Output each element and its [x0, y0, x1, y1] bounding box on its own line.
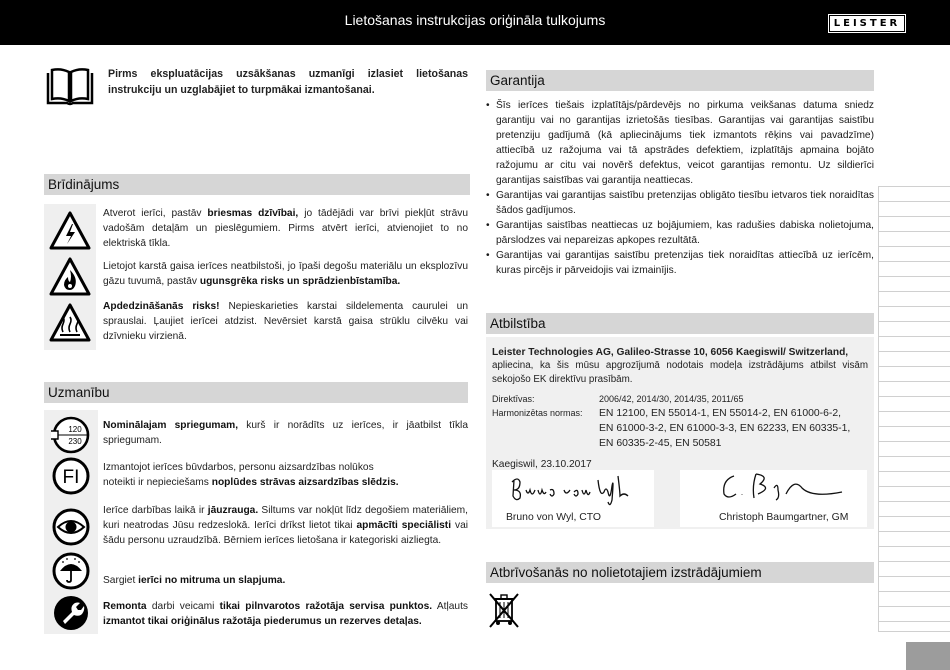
umbrella-moisture-icon	[46, 550, 96, 592]
warning-text-3: Apdedzināšanās risks! Nepieskarieties karstai sildelementa caurulei un sprauslai. Ļaujiet ierīcei atdzist. Nevērsiet karstā gaisa strūklu cilvēku vai dzīvnieku virzienā.	[103, 301, 469, 342]
list-item: • Garantijas vai garantijas saistību pretenzijas tiek noraidītas attiecībā uz ierīcēm, kuras pircējs ir pārveidojis vai izmainījis.	[486, 248, 874, 278]
guarantee-section-title: Garantija	[486, 70, 874, 91]
caution-text-3: Ierīce darbības laikā ir jāuzrauga. Siltums var nokļūt līdz degošiem materiāliem, kuri neatrodas Jūsu redzeslokā. Ierīci drīkst lietot tikai apmācīti speciālisti vai šādu personu uzraudzībā. Bērniem ierīces lietošana ir kategoriski aizliegta.	[103, 505, 468, 546]
signature-christoph-baumgartner	[718, 468, 846, 506]
conformity-section-title: Atbilstība	[486, 313, 874, 334]
header-bar	[0, 0, 950, 45]
intro-text: Pirms ekspluatācijas uzsākšanas uzmanīgi izlasiet lietošanas instrukciju un uzglabājiet to turpmākai izmantošanai.	[108, 68, 468, 96]
conformity-company: Leister Technologies AG, Galileo-Strasse 10, 6056 Kaegiswil/ Switzerland,	[492, 347, 849, 358]
list-item: • Garantijas saistības neattiecas uz bojājumiem, kas radušies dabiska nolietojuma, pārslodzes vai nepareizas apkopes rezultātā.	[486, 218, 874, 248]
warning-text-2: Lietojot karstā gaisa ierīces neatbilstoši, jo īpaši degošu materiālu un eksplozīvu gāzu tuvumā, pastāv ugunsgrēka risks un sprādzienbīstamība.	[103, 261, 468, 287]
standards-label: Harmonizētas normas:	[492, 408, 583, 418]
directives-value: 2006/42, 2014/30, 2014/35, 2011/65	[599, 394, 744, 404]
hot-surface-icon	[46, 300, 94, 346]
caution-section-title: Uzmanību	[44, 382, 468, 403]
standards-line-2: EN 61000-3-2, EN 61000-3-3, EN 62233, EN 60335-1,	[599, 423, 851, 434]
signer-2-name: Christoph Baumgartner, GM	[719, 512, 849, 523]
leister-logo: LEISTER	[829, 15, 905, 32]
book-icon	[44, 66, 96, 108]
electric-hazard-icon	[46, 208, 94, 254]
weee-crossed-bin-icon	[486, 590, 522, 632]
guarantee-list	[486, 98, 874, 278]
voltage-icon	[46, 413, 96, 457]
svg-text:120: 120	[68, 425, 82, 434]
eye-supervision-icon	[46, 506, 96, 548]
signature-bruno-von-wyl	[508, 472, 638, 510]
signer-1-name: Bruno von Wyl, CTO	[506, 512, 601, 523]
conformity-statement: apliecina, ka šis mūsu apgrozījumā nodotais modeļa izstrādājums atbilst visām sekojošo EK direktīvu prasībām.	[492, 360, 868, 385]
caution-text-2: Izmantojot ierīces būvdarbos, personu aizsardzības nolūkos noteikti ir nepieciešams noplūdes strāvas aizsardzības slēdzis.	[103, 462, 399, 488]
directives-label: Direktīvas:	[492, 394, 535, 404]
caution-text-5: Remonta darbi veicami tikai pilnvarotos ražotāja servisa punktos. Atļauts izmantot tikai oriģinālus ražotāja piederumus un rezerves detaļas.	[103, 601, 468, 627]
warning-text-1: Atverot ierīci, pastāv briesmas dzīvībai, jo tādējādi var brīvi piekļūt strāvu vadošām detaļām un pieslēgumiem. Pirms atvērt ierīci, atvienojiet to no elektriskā tīkla.	[103, 208, 469, 249]
standards-line-1: EN 12100, EN 55014-1, EN 55014-2, EN 61000-6-2,	[599, 408, 842, 419]
warning-section-title: Brīdinājums	[44, 174, 470, 195]
place-date: Kaegiswil, 23.10.2017	[492, 459, 592, 470]
caution-text-4: Sargiet ierīci no mitruma un slapjuma.	[103, 575, 286, 586]
wrench-repair-icon	[46, 592, 96, 634]
fi-breaker-icon	[46, 455, 96, 497]
page-title: Lietošanas instrukcijas oriģināla tulkojums	[344, 12, 606, 28]
fire-hazard-icon	[46, 254, 94, 300]
language-tabs	[878, 186, 950, 632]
list-item: • Garantijas vai garantijas saistību pretenzijas obligāto tiesību ietvaros tiek noraidītas šādos gadījumos.	[486, 188, 874, 218]
caution-text-1: Nominālajam spriegumam, kurš ir norādīts uz ierīces, ir jāatbilst tīkla spriegumam.	[103, 420, 468, 446]
standards-line-3: EN 60335-2-45, EN 50581	[599, 438, 722, 449]
list-item: • Šīs ierīces tiešais izplatītājs/pārdevējs no pirkuma veikšanas datuma sniedz garantiju vai no garantijas izrietošās tiesības. Garantijas vai garantijas saistību pretenziju gadījumā (kā apliecinājums tiek izmantots rēķins vai pavadzīme) attiecībā uz ražojuma vai tā apstrādes defektiem, izplatītājs apmaina bojāto ražojumu ar citu vai novērš defektus, veicot garantijas remontu. Uz sildierīci garantijas saistības vai garantija neattiecas.	[486, 98, 874, 188]
disposal-section-title: Atbrīvošanās no nolietotajiem izstrādājumiem	[486, 562, 874, 583]
active-page-tab[interactable]	[906, 642, 950, 670]
svg-text:FI: FI	[62, 467, 80, 488]
svg-text:230: 230	[68, 437, 82, 446]
